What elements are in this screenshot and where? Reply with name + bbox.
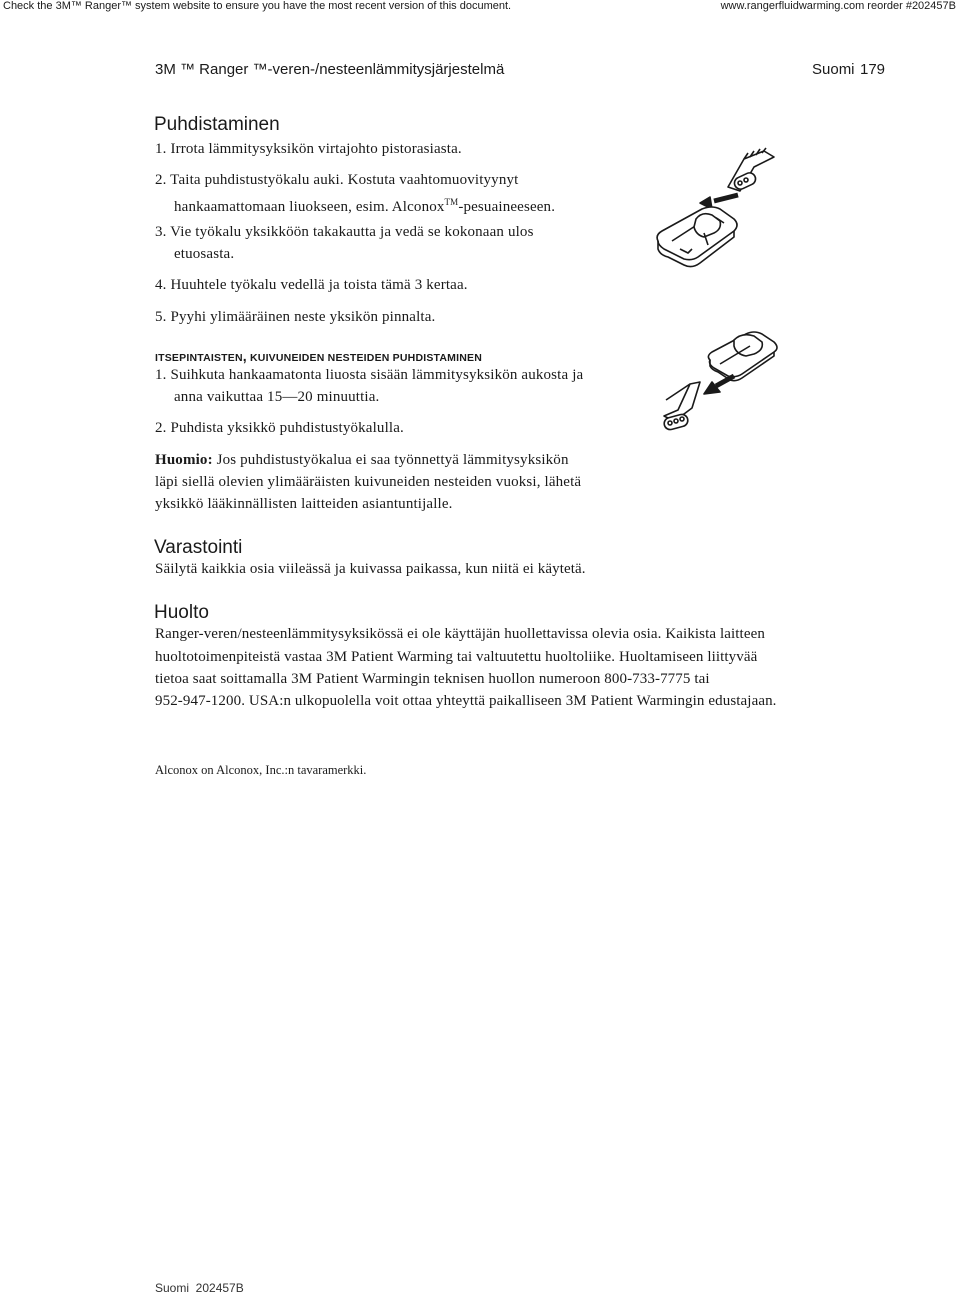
cleaning-heading: Puhdistaminen bbox=[154, 114, 280, 135]
note-line-1: Huomio: Jos puhdistustyökalua ei saa työnnettyä lämmitysyksikön bbox=[155, 452, 569, 468]
header-language: Suomi bbox=[812, 61, 855, 78]
storage-text: Säilytä kaikkia osia viileässä ja kuivassa paikassa, kun niitä ei käytetä. bbox=[155, 561, 586, 577]
service-line-2: huoltotoimenpiteistä vastaa 3M Patient Warming tai valtuutettu huoltoliike. Huoltamiseen liittyvää bbox=[155, 649, 758, 665]
page-footer: Suomi 202457B bbox=[155, 1281, 244, 1295]
top-notice-bar bbox=[0, 0, 960, 13]
remove-tool-illustration bbox=[650, 320, 780, 440]
dried-step-2: 2. Puhdista yksikkö puhdistustyökalulla. bbox=[155, 420, 404, 436]
cleaning-step-3-cont: etuosasta. bbox=[174, 246, 235, 262]
cleaning-step-4: 4. Huuhtele työkalu vedellä ja toista tämä 3 kertaa. bbox=[155, 277, 468, 293]
step-2-suffix: -pesuaineeseen. bbox=[458, 199, 556, 215]
service-line-4: 952-947-1200. USA:n ulkopuolella voit ottaa yhteyttä paikalliseen 3M Patient Warmingin edustajaan. bbox=[155, 693, 777, 709]
trademark-sup: TM bbox=[444, 197, 459, 207]
cleaning-step-1: 1. Irrota lämmitysyksikön virtajohto pistorasiasta. bbox=[155, 141, 462, 157]
note-line-2: läpi siellä olevien ylimääräisten kuivuneiden nesteiden vuoksi, lähetä bbox=[155, 474, 582, 490]
trademark-footnote: Alconox on Alconox, Inc.:n tavaramerkki. bbox=[155, 763, 367, 777]
cleaning-step-5: 5. Pyyhi ylimääräinen neste yksikön pinnalta. bbox=[155, 309, 436, 325]
dried-step-1-cont: anna vaikuttaa 15—20 minuuttia. bbox=[174, 389, 380, 405]
dried-fluids-subheading: ITSEPINTAISTEN, KUIVUNEIDEN NESTEIDEN PUHDISTAMINEN bbox=[155, 348, 482, 364]
insert-tool-illustration bbox=[650, 145, 780, 270]
cleaning-step-2-cont bbox=[174, 191, 555, 218]
step-2-text: hankaamattomaan liuokseen, esim. Alconox bbox=[174, 199, 445, 215]
page-number: 179 bbox=[860, 61, 886, 78]
service-heading: Huolto bbox=[154, 602, 209, 623]
document-title: 3M ™ Ranger ™-veren-/nesteenlämmitysjärjestelmä bbox=[155, 61, 505, 78]
cleaning-step-3: 3. Vie työkalu yksikköön takakautta ja vedä se kokonaan ulos bbox=[155, 224, 534, 240]
storage-heading: Varastointi bbox=[154, 537, 243, 558]
version-notice: Check the 3M™ Ranger™ system website to ensure you have the most recent version of this document. bbox=[3, 0, 512, 12]
service-line-1: Ranger-veren/nesteenlämmitysyksikössä ei ole käyttäjän huollettavissa olevia osia. Kaikista laitteen bbox=[155, 626, 765, 642]
service-line-3: tietoa saat soittamalla 3M Patient Warmingin teknisen huollon numeroon 800-733-7775 tai bbox=[155, 671, 710, 687]
reorder-link[interactable]: www.rangerfluidwarming.com reorder #202457B bbox=[720, 0, 956, 12]
dried-step-1: 1. Suihkuta hankaamatonta liuosta sisään lämmitysyksikön aukosta ja bbox=[155, 367, 584, 383]
cleaning-step-2: 2. Taita puhdistustyökalu auki. Kostuta vaahtomuovityynyt bbox=[155, 172, 519, 188]
note-line-3: yksikkö lääkinnällisten laitteiden asiantuntijalle. bbox=[155, 496, 453, 512]
note-label: Huomio: bbox=[155, 452, 213, 468]
